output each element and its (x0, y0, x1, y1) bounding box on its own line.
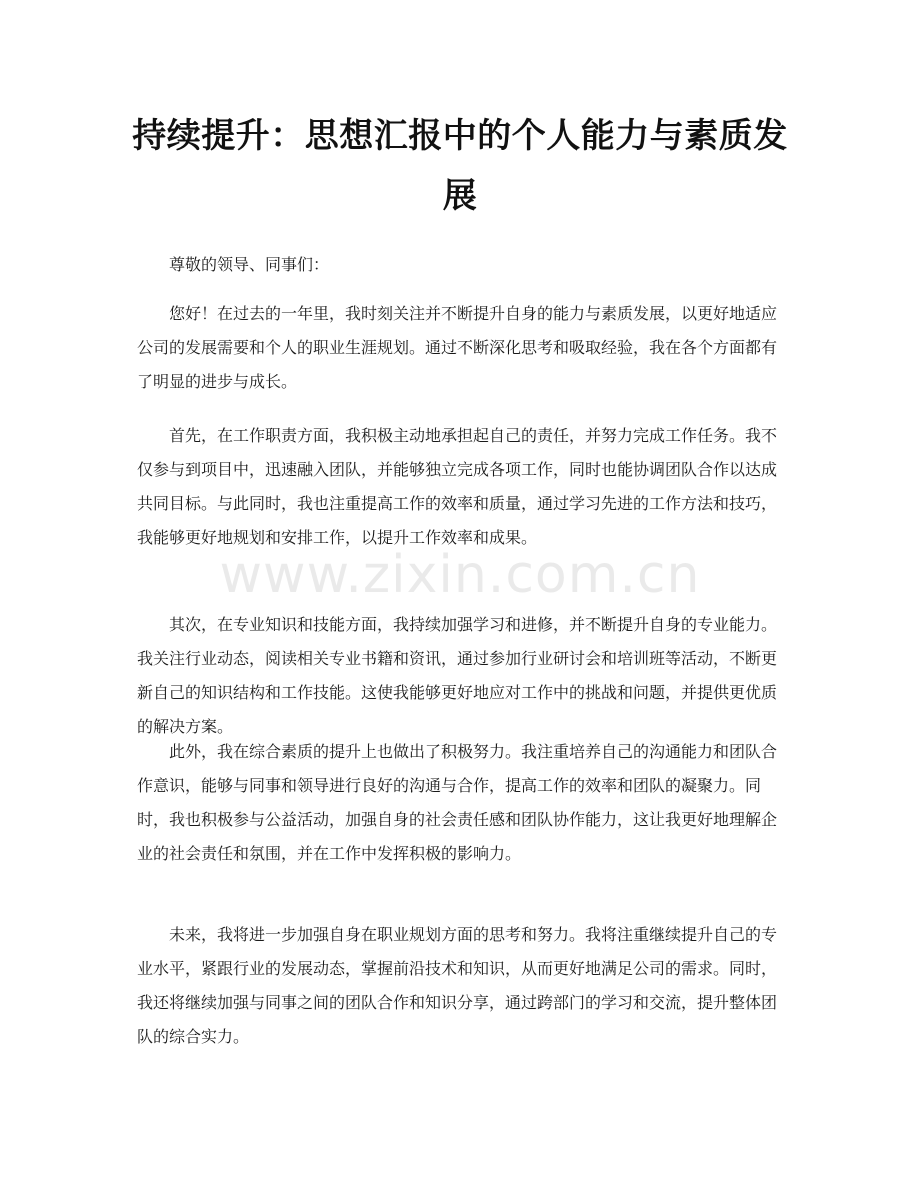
paragraph-greeting: 您好！在过去的一年里，我时刻关注并不断提升自身的能力与素质发展，以更好地适应公司的发展需要和个人的职业生涯规划。通过不断深化思考和吸取经验，我在各个方面都有了明显的进步与成长。 (137, 304, 778, 391)
watermark-text: www.zixin.com.cn (219, 545, 701, 605)
paragraph-professional-skills: 其次，在专业知识和技能方面，我持续加强学习和进修，并不断提升自身的专业能力。我关注行业动态，阅读相关专业书籍和资讯，通过参加行业研讨会和培训班等活动，不断更新自己的知识结构和工作技能。这使我能够更好地应对工作中的挑战和问题，并提供更优质的解决方案。 (137, 615, 778, 736)
salutation: 尊敬的领导、同事们： (169, 255, 330, 274)
document-title: 持续提升：思想汇报中的个人能力与素质发展 (132, 116, 788, 216)
paragraph-overall-quality: 此外，我在综合素质的提升上也做出了积极努力。我注重培养自己的沟通能力和团队合作意识，能够与同事和领导进行良好的沟通与合作，提高工作的效率和团队的凝聚力。同时，我也积极参与公益活动，加强自身的社会责任感和团队协作能力，这让我更好地理解企业的社会责任和氛围，并在工作中发挥积极的影响力。 (137, 742, 778, 863)
paragraph-future-plans: 未来，我将进一步加强自身在职业规划方面的思考和努力。我将注重继续提升自己的专业水平，紧跟行业的发展动态，掌握前沿技术和知识，从而更好地满足公司的需求。同时，我还将继续加强与同事之间的团队合作和知识分享，通过跨部门的学习和交流，提升整体团队的综合实力。 (137, 925, 778, 1046)
paragraph-work-duties: 首先，在工作职责方面，我积极主动地承担起自己的责任，并努力完成工作任务。我不仅参与到项目中，迅速融入团队，并能够独立完成各项工作，同时也能协调团队合作以达成共同目标。与此同时，我也注重提高工作的效率和质量，通过学习先进的工作方法和技巧，我能够更好地规划和安排工作，以提升工作效率和成果。 (137, 426, 778, 547)
